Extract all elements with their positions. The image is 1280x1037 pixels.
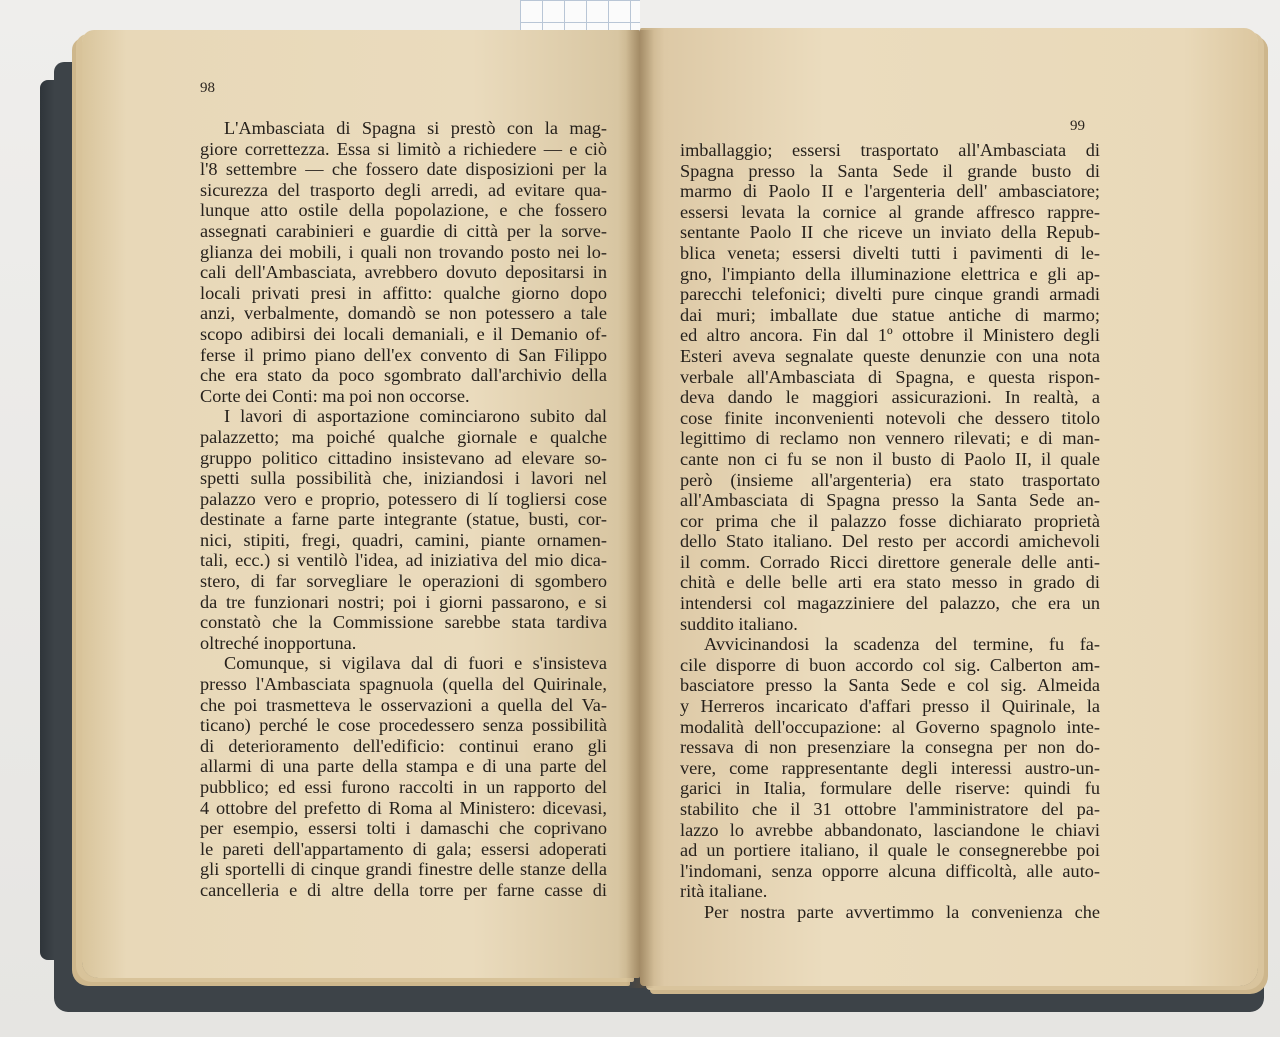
text-line: però (insieme all'argenteria) era stato trasportato: [680, 469, 1100, 490]
text-line: spetti sulla possibilità che, iniziandosi i lavori nel: [200, 468, 607, 489]
text-line: cali dell'Ambasciata, avrebbero dovuto depositarsi in: [200, 262, 607, 283]
left-page-number: 98: [200, 80, 215, 96]
text-line: che poi trasmetteva le osservazioni a quella del Va-: [200, 694, 607, 715]
text-line: stabilito che il 31 ottobre l'amministratore del pa-: [680, 799, 1100, 819]
text-line: locali privati presi in affitto: qualche giorno dopo: [200, 282, 607, 303]
text-line: glianza dei mobili, i quali non trovando posto nei lo-: [200, 241, 607, 262]
text-line: chità e delle belle arti era stato messo in grado di: [680, 572, 1100, 593]
text-line: ressava di non presenziare la consegna per non do-: [680, 737, 1100, 758]
text-line: anzi, verbalmente, domandò se non potessero a tale: [200, 303, 607, 324]
text-line: all'Ambasciata di Spagna presso la Santa Sede an-: [680, 490, 1100, 511]
text-line: gli sportelli di cinque grandi finestre delle stanze della: [200, 859, 607, 880]
text-line: per esempio, essersi tolti i damaschi che coprivano: [200, 818, 607, 839]
text-line: I lavori di asportazione cominciarono subito dal: [224, 406, 607, 427]
text-line: Corte dei Conti: ma poi non occorse.: [200, 385, 470, 406]
text-line: palazzo vero e proprio, potessero di lí togliersi cose: [200, 488, 607, 509]
text-line: cante non ci fu se non il busto di Paolo II, il quale: [680, 448, 1100, 469]
text-line: basciatore presso la Santa Sede e col sig. Almeida: [680, 675, 1100, 696]
text-line: suddito italiano.: [680, 613, 798, 634]
text-line: Avvicinandosi la scadenza del termine, fu fa-: [704, 634, 1100, 655]
text-line: vere, come rappresentante degli interessi austro-un-: [680, 757, 1100, 778]
text-line: da tre funzionari nostri; poi i giorni passarono, e si: [200, 591, 607, 612]
text-line: deva dando le maggiori assicurazioni. In realtà, a: [680, 387, 1100, 408]
text-line: cose finite inconvenienti notevoli che dessero titolo: [680, 407, 1100, 428]
text-line: ad un portiere italiano, il quale le consegnerebbe poi: [680, 840, 1100, 861]
text-line: intendersi col magazziniere del palazzo, che era un: [680, 593, 1100, 614]
text-line: pubblico; ed essi furono raccolti in un rapporto del: [200, 777, 607, 797]
text-line: marmo di Paolo II e l'argenteria dell' ambasciatore;: [680, 181, 1100, 202]
text-line: dai muri; imballate due statue antiche di marmo;: [680, 304, 1100, 325]
text-line: sicurezza del trasporto degli arredi, ad evitare qua-: [200, 179, 607, 200]
text-line: Esteri aveva segnalate queste denunzie con una nota: [680, 345, 1100, 366]
text-line: L'Ambasciata di Spagna si prestò con la mag-: [224, 118, 607, 138]
text-line: l'8 settembre — che fossero date disposizioni per la: [200, 159, 607, 180]
text-line: ed altro ancora. Fin dal 1º ottobre il Ministero degli: [680, 325, 1100, 346]
text-line: 4 ottobre del prefetto di Roma al Ministero: dicevasi,: [200, 797, 607, 818]
text-line: cor prima che il palazzo fosse dichiarato proprietà: [680, 510, 1100, 531]
text-line: l'indomani, senza opporre alcuna difficoltà, alle auto-: [680, 860, 1100, 881]
text-line: destinate a farne parte integrante (statue, busti, cor-: [200, 509, 607, 530]
text-line: tali, ecc.) si ventilò l'idea, ad iniziativa del mio dica-: [200, 550, 607, 571]
text-line: nici, stipiti, fregi, quadri, camini, piante ornamen-: [200, 529, 607, 550]
text-line: verbale all'Ambasciata di Spagna, e questa rispon-: [680, 366, 1100, 387]
text-line: imballaggio; essersi trasportato all'Ambasciata di: [680, 140, 1100, 160]
text-line: presso l'Ambasciata spagnuola (quella del Quirinale,: [200, 674, 607, 695]
text-line: le pareti dell'appartamento di gala; essersi adoperati: [200, 838, 607, 859]
text-line: il comm. Corrado Ricci direttore generale delle anti-: [680, 551, 1100, 572]
text-line: garici in Italia, formulare delle riserve: quindi fu: [680, 778, 1100, 799]
text-line: oltreché inopportuna.: [200, 632, 357, 653]
text-line: assegnati carabinieri e guardie di città per la sorve-: [200, 220, 607, 241]
text-line: gno, l'impianto della illuminazione elettrica e gli ap-: [680, 263, 1100, 284]
text-line: scopo adibirsi dei locali demaniali, e il Demanio of-: [200, 323, 607, 344]
text-line: legittimo di reclamo non vennero rilevati; e di man-: [680, 428, 1100, 449]
text-line: essersi levata la cornice al grande affresco rappre-: [680, 201, 1100, 222]
text-line: che era stato da poco sgombrato dall'archivio della: [200, 365, 607, 386]
text-line: ticano) perché le cose procedessero senza possibilità: [200, 715, 607, 736]
text-line: cile disporre di buon accordo col sig. Calberton am-: [680, 654, 1100, 675]
text-line: constatò che la Commissione sarebbe stata tardiva: [200, 612, 607, 633]
text-line: y Herreros incaricato d'affari presso il Quirinale, la: [680, 696, 1100, 717]
text-line: parecchi telefonici; divelti pure cinque grandi armadi: [680, 284, 1100, 305]
text-line: gruppo politico cittadino insistevano ad elevare so-: [200, 447, 607, 468]
text-line: cancelleria e di altre della torre per farne casse di: [200, 879, 607, 900]
right-page-text: [680, 140, 1100, 923]
text-line: palazzetto; ma poiché qualche giornale e qualche: [200, 426, 607, 447]
text-line: di deterioramento dell'edificio: continui erano gli: [200, 735, 607, 756]
text-line: Spagna presso la Santa Sede il grande busto di: [680, 160, 1100, 181]
text-line: modalità dell'occupazione: al Governo spagnolo inte-: [680, 716, 1100, 737]
text-line: ferse il primo piano dell'ex convento di San Filippo: [200, 344, 607, 365]
text-line: giore correttezza. Essa si limitò a richiedere — e ciò: [200, 138, 607, 159]
text-line: Comunque, si vigilava dal di fuori e s'insisteva: [224, 653, 607, 674]
text-line: lazzo lo avrebbe abbandonato, lasciandone le chiavi: [680, 819, 1100, 840]
text-line: rità italiane.: [680, 881, 768, 902]
book-gutter: [626, 30, 654, 988]
text-line: Per nostra parte avvertimmo la convenienza che: [704, 901, 1100, 922]
left-page-text: [200, 118, 607, 901]
text-line: dello Stato italiano. Del resto per accordi amichevoli: [680, 531, 1100, 552]
text-line: lunque atto ostile della popolazione, e che fossero: [200, 200, 607, 221]
text-line: allarmi di una parte della stampa e di una parte del: [200, 756, 607, 777]
text-line: blica veneta; essersi divelti tutti i pavimenti di le-: [680, 242, 1100, 263]
text-line: sentante Paolo II che riceve un inviato della Repub-: [680, 222, 1100, 243]
right-page-number: 99: [1070, 118, 1085, 134]
text-line: stero, di far sorvegliare le operazioni di sgombero: [200, 571, 607, 592]
